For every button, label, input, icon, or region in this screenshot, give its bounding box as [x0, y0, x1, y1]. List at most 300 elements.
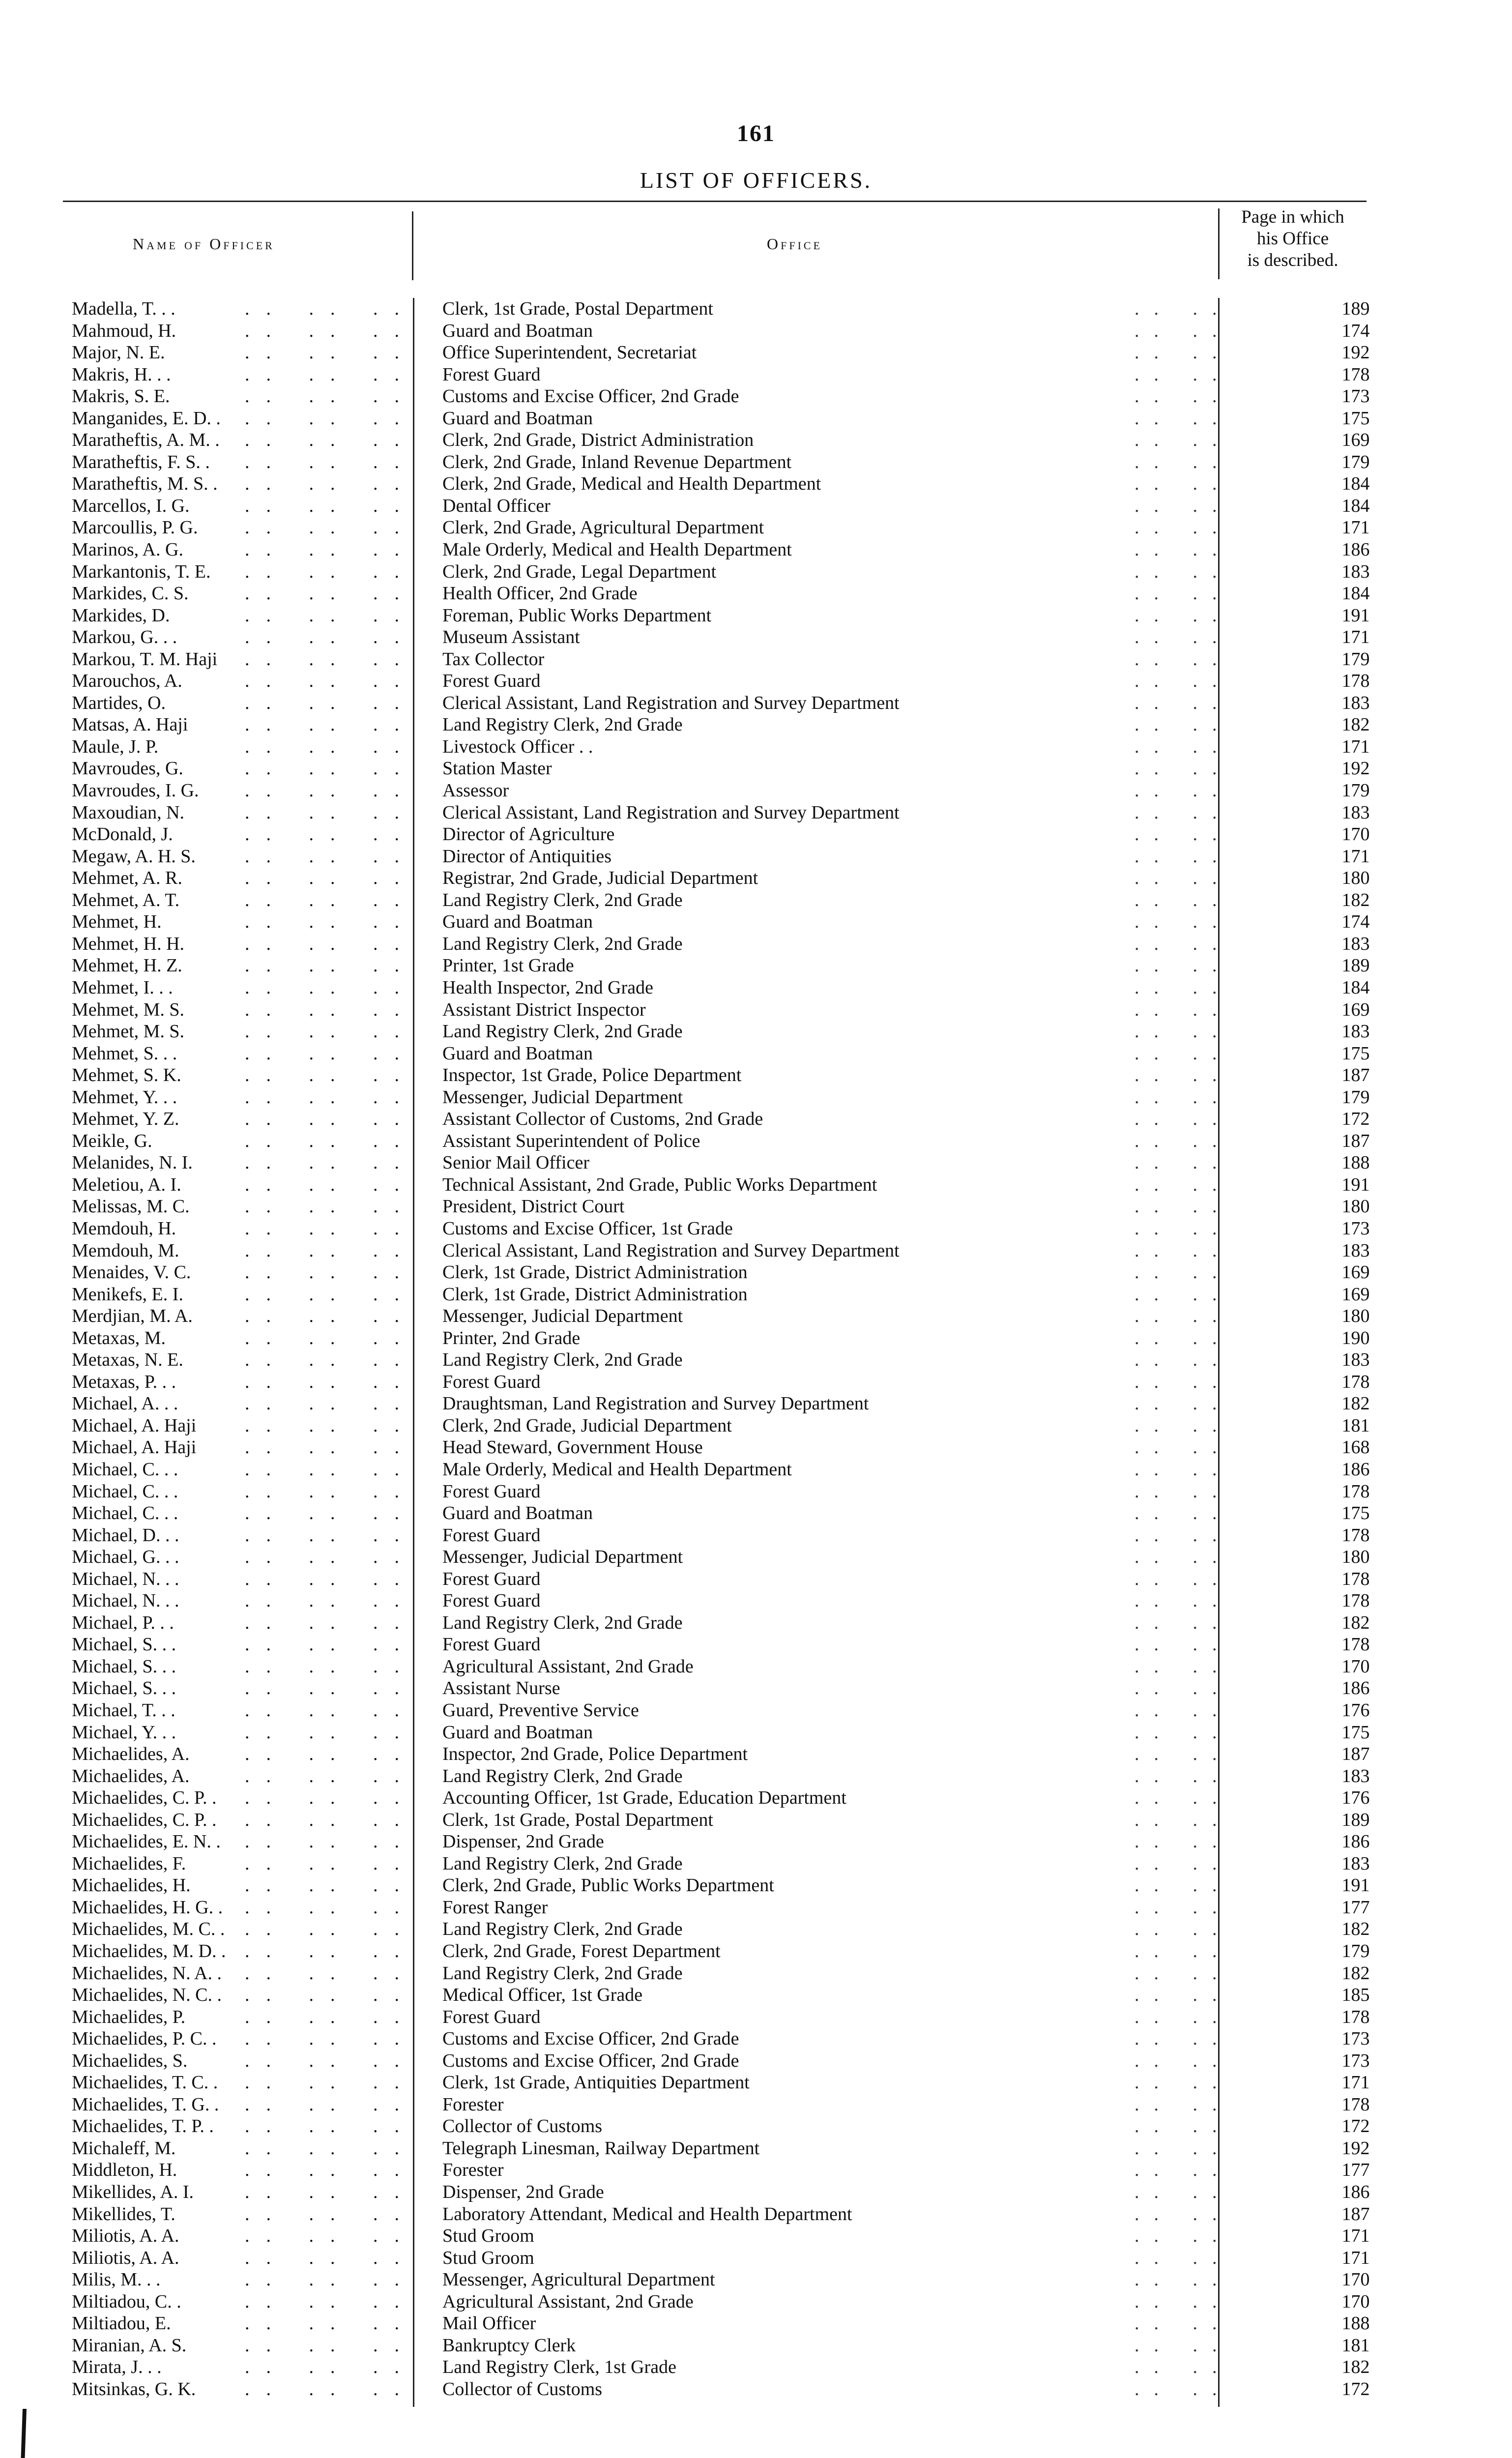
officer-name: Michael, P. . . — [72, 1612, 174, 1633]
table-row — [63, 999, 1370, 1021]
table-row — [63, 1853, 1370, 1875]
officer-name: Metaxas, M. — [72, 1327, 166, 1348]
leader-dots: .. .. — [1134, 1941, 1232, 1962]
page-reference: 184 — [1341, 583, 1370, 604]
officer-name: Mikellides, T. — [72, 2203, 175, 2224]
table-row — [63, 780, 1370, 802]
officer-name: Michael, N. . . — [72, 1590, 179, 1611]
officer-name: Michael, C. . . — [72, 1503, 178, 1524]
leader-dots: .. .. .. — [245, 561, 416, 582]
officer-office: Tax Collector — [442, 648, 545, 670]
officer-office: Messenger, Judicial Department — [442, 1086, 683, 1108]
leader-dots: .. .. .. — [245, 1240, 416, 1261]
page-reference: 182 — [1341, 2357, 1370, 2378]
officer-name: Michael, G. . . — [72, 1547, 179, 1568]
officer-office: Guard and Boatman — [442, 1503, 593, 1524]
officer-office: Forester — [442, 2160, 504, 2181]
page-reference: 187 — [1341, 1065, 1370, 1086]
page-reference: 173 — [1341, 1218, 1370, 1239]
leader-dots: .. .. — [1134, 1327, 1232, 1348]
officer-office: Guard, Preventive Service — [442, 1700, 639, 1721]
officer-name: Middleton, H. — [72, 2160, 177, 2181]
page-reference: 178 — [1341, 1524, 1370, 1546]
leader-dots: .. .. .. — [245, 1415, 416, 1436]
leader-dots: .. .. .. — [245, 846, 416, 867]
officer-office: Clerk, 2nd Grade, Agricultural Department — [442, 517, 764, 538]
officer-name: Mehmet, Y. Z. — [72, 1109, 179, 1130]
table-row — [63, 846, 1370, 868]
leader-dots: .. .. .. — [245, 2291, 416, 2312]
officer-office: Guard and Boatman — [442, 1722, 593, 1743]
officer-office: Guard and Boatman — [442, 911, 593, 933]
officer-name: Meletiou, A. I. — [72, 1174, 181, 1195]
officer-office: Registrar, 2nd Grade, Judicial Department — [442, 868, 758, 889]
leader-dots: .. .. — [1134, 1437, 1232, 1458]
leader-dots: .. .. — [1134, 2006, 1232, 2027]
leader-dots: .. .. .. — [245, 1700, 416, 1721]
table-row — [63, 1064, 1370, 1086]
officer-name: Michael, N. . . — [72, 1568, 179, 1589]
table-row — [63, 1174, 1370, 1196]
leader-dots: .. .. — [1134, 2313, 1232, 2334]
officer-name: Marinos, A. G. — [72, 539, 183, 560]
officer-office: Customs and Excise Officer, 2nd Grade — [442, 2028, 739, 2049]
leader-dots: .. .. .. — [245, 1130, 416, 1151]
officer-name: Mikellides, A. I. — [72, 2182, 194, 2203]
leader-dots: .. .. — [1134, 430, 1232, 451]
leader-dots: .. .. — [1134, 2116, 1232, 2137]
officer-office: Clerk, 2nd Grade, Inland Revenue Department — [442, 451, 792, 472]
officer-name: Mehmet, S. . . — [72, 1043, 177, 1064]
leader-dots: .. .. — [1134, 1765, 1232, 1786]
page-reference: 179 — [1341, 1086, 1370, 1108]
leader-dots: .. .. — [1134, 2269, 1232, 2290]
table-row — [63, 1021, 1370, 1043]
officer-name: McDonald, J. — [72, 824, 173, 845]
page-reference: 179 — [1341, 451, 1370, 472]
officer-office: Land Registry Clerk, 2nd Grade — [442, 1349, 683, 1371]
table-row — [63, 648, 1370, 671]
table-row — [63, 1743, 1370, 1765]
leader-dots: .. .. — [1134, 889, 1232, 910]
table-row — [63, 2028, 1370, 2050]
table-row — [63, 451, 1370, 473]
officer-office: Land Registry Clerk, 2nd Grade — [442, 1853, 683, 1874]
leader-dots: .. .. — [1134, 2378, 1232, 2399]
leader-dots: .. .. — [1134, 1306, 1232, 1327]
page-reference: 172 — [1341, 1109, 1370, 1130]
leader-dots: .. .. — [1134, 1021, 1232, 1042]
officer-office: Land Registry Clerk, 2nd Grade — [442, 1962, 683, 1984]
page-reference: 169 — [1341, 1284, 1370, 1305]
officer-office: Agricultural Assistant, 2nd Grade — [442, 1656, 694, 1677]
officer-office: Printer, 2nd Grade — [442, 1327, 581, 1348]
table-row — [63, 1327, 1370, 1349]
page-reference: 178 — [1341, 671, 1370, 692]
page-reference: 178 — [1341, 1590, 1370, 1611]
table-row — [63, 1962, 1370, 1985]
leader-dots: .. .. .. — [245, 1437, 416, 1458]
leader-dots: .. .. .. — [245, 2072, 416, 2093]
page-reference: 178 — [1341, 2094, 1370, 2115]
page-reference: 183 — [1341, 802, 1370, 823]
leader-dots: .. .. .. — [245, 1787, 416, 1809]
leader-dots: .. .. — [1134, 846, 1232, 867]
officer-office: Customs and Excise Officer, 2nd Grade — [442, 2050, 739, 2071]
officer-office: Clerk, 2nd Grade, District Administration — [442, 430, 754, 451]
leader-dots: .. .. — [1134, 1919, 1232, 1940]
table-row — [63, 1196, 1370, 1218]
leader-dots: .. .. — [1134, 2247, 1232, 2268]
leader-dots: .. .. .. — [245, 1962, 416, 1984]
officer-office: Stud Groom — [442, 2247, 534, 2268]
table-row — [63, 1108, 1370, 1130]
officer-office: Clerk, 2nd Grade, Public Works Department — [442, 1875, 774, 1896]
leader-dots: .. .. .. — [245, 2028, 416, 2049]
officer-office: Clerk, 1st Grade, District Administration — [442, 1262, 748, 1283]
table-row — [63, 2050, 1370, 2072]
page-reference: 188 — [1341, 2313, 1370, 2334]
table-row — [63, 1831, 1370, 1853]
officer-name: Menikefs, E. I. — [72, 1284, 183, 1305]
officer-office: Stud Groom — [442, 2225, 534, 2247]
leader-dots: .. .. — [1134, 1809, 1232, 1830]
officer-office: Clerical Assistant, Land Registration and Survey Department — [442, 692, 900, 713]
officer-name: Michael, A. Haji — [72, 1415, 197, 1436]
leader-dots: .. .. — [1134, 1218, 1232, 1239]
leader-dots: .. .. — [1134, 2050, 1232, 2071]
table-row — [63, 955, 1370, 977]
page-reference: 183 — [1341, 1240, 1370, 1261]
officer-name: Mahmoud, H. — [72, 320, 176, 341]
table-row — [63, 1722, 1370, 1744]
leader-dots: .. .. .. — [245, 2378, 416, 2399]
officer-office: Land Registry Clerk, 2nd Grade — [442, 1612, 683, 1633]
leader-dots: .. .. — [1134, 1393, 1232, 1414]
officer-office: Livestock Officer . . — [442, 736, 593, 757]
page-reference: 178 — [1341, 1634, 1370, 1655]
leader-dots: .. .. .. — [245, 911, 416, 933]
officer-name: Makris, S. E. — [72, 386, 170, 407]
leader-dots: .. .. .. — [245, 2160, 416, 2181]
officer-name: Maratheftis, M. S. . — [72, 473, 218, 495]
table-row — [63, 2335, 1370, 2357]
page-number: 161 — [737, 120, 775, 146]
leader-dots: .. .. — [1134, 583, 1232, 604]
officer-name: Mirata, J. . . — [72, 2357, 162, 2378]
leader-dots: .. .. .. — [245, 2203, 416, 2224]
leader-dots: .. .. .. — [245, 1941, 416, 1962]
page-reference: 182 — [1341, 714, 1370, 735]
officer-name: Michaelides, T. C. . — [72, 2072, 218, 2093]
page-reference: 170 — [1341, 824, 1370, 845]
officer-office: Messenger, Judicial Department — [442, 1306, 683, 1327]
page-reference: 172 — [1341, 2378, 1370, 2399]
leader-dots: .. .. .. — [245, 2225, 416, 2247]
leader-dots: .. .. — [1134, 1656, 1232, 1677]
officer-office: Collector of Customs — [442, 2116, 603, 2137]
officer-office: Assessor — [442, 780, 509, 801]
leader-dots: .. .. — [1134, 1831, 1232, 1852]
page-reference: 180 — [1341, 1196, 1370, 1217]
officer-list — [63, 298, 1370, 2400]
officer-office: Messenger, Judicial Department — [442, 1547, 683, 1568]
table-row — [63, 1546, 1370, 1568]
officer-name: Miranian, A. S. — [72, 2335, 187, 2356]
leader-dots: .. .. — [1134, 1875, 1232, 1896]
header-office: Office — [767, 235, 823, 253]
page-reference: 191 — [1341, 1875, 1370, 1896]
page-reference: 177 — [1341, 2160, 1370, 2181]
officer-office: Forest Ranger — [442, 1897, 548, 1918]
table-row — [63, 2181, 1370, 2203]
leader-dots: .. .. — [1134, 1634, 1232, 1655]
leader-dots: .. .. — [1134, 1787, 1232, 1809]
table-row — [63, 1130, 1370, 1152]
leader-dots: .. .. — [1134, 692, 1232, 713]
leader-dots: .. .. .. — [245, 999, 416, 1020]
officer-name: Merdjian, M. A. — [72, 1306, 193, 1327]
page-reference: 186 — [1341, 1831, 1370, 1852]
table-row — [63, 561, 1370, 583]
table-row — [63, 911, 1370, 933]
page-reference: 179 — [1341, 1941, 1370, 1962]
page-reference: 192 — [1341, 342, 1370, 363]
officer-name: Michaelides, H. G. . — [72, 1897, 223, 1918]
table-row — [63, 2115, 1370, 2137]
leader-dots: .. .. .. — [245, 1590, 416, 1611]
leader-dots: .. .. — [1134, 1612, 1232, 1633]
officer-name: Menaides, V. C. — [72, 1262, 191, 1283]
leader-dots: .. .. .. — [245, 2313, 416, 2334]
officer-name: Memdouh, M. — [72, 1240, 179, 1261]
leader-dots: .. .. — [1134, 320, 1232, 341]
leader-dots: .. .. .. — [245, 1021, 416, 1042]
officer-office: Printer, 1st Grade — [442, 955, 574, 976]
officer-name: Michael, S. . . — [72, 1678, 176, 1699]
leader-dots: .. .. .. — [245, 1481, 416, 1502]
leader-dots: .. .. — [1134, 824, 1232, 845]
table-row — [63, 1940, 1370, 1962]
page-reference: 192 — [1341, 758, 1370, 779]
officer-office: Forest Guard — [442, 364, 541, 385]
leader-dots: .. .. — [1134, 342, 1232, 363]
officer-office: Clerk, 2nd Grade, Legal Department — [442, 561, 717, 582]
officer-office: President, District Court — [442, 1196, 625, 1217]
table-row — [63, 1415, 1370, 1437]
officer-office: Assistant Collector of Customs, 2nd Grade — [442, 1109, 763, 1130]
table-row — [63, 605, 1370, 627]
leader-dots: .. .. .. — [245, 517, 416, 538]
officer-office: Head Steward, Government House — [442, 1437, 703, 1458]
officer-office: Forest Guard — [442, 1634, 541, 1655]
officer-office: Clerk, 1st Grade, Postal Department — [442, 1809, 713, 1830]
table-row — [63, 583, 1370, 605]
leader-dots: .. .. — [1134, 1547, 1232, 1568]
page-reference: 178 — [1341, 1568, 1370, 1589]
officer-name: Michaelides, E. N. . — [72, 1831, 221, 1852]
leader-dots: .. .. .. — [245, 1744, 416, 1765]
table-row — [63, 539, 1370, 561]
table-row — [63, 1305, 1370, 1327]
page-reference: 175 — [1341, 1503, 1370, 1524]
table-row — [63, 2312, 1370, 2335]
leader-dots: .. .. .. — [245, 364, 416, 385]
table-row — [63, 692, 1370, 714]
page-reference: 182 — [1341, 1612, 1370, 1633]
page-reference: 182 — [1341, 1919, 1370, 1940]
officer-name: Mavroudes, I. G. — [72, 780, 199, 801]
officer-name: Melissas, M. C. — [72, 1196, 190, 1217]
officer-office: Telegraph Linesman, Railway Department — [442, 2137, 760, 2159]
officer-office: Museum Assistant — [442, 627, 580, 648]
table-row — [63, 1634, 1370, 1656]
table-row — [63, 1984, 1370, 2006]
officer-name: Marcoullis, P. G. — [72, 517, 198, 538]
page-reference: 183 — [1341, 1853, 1370, 1874]
officer-name: Michaelides, F. — [72, 1853, 186, 1874]
officer-name: Metaxas, P. . . — [72, 1371, 176, 1392]
officer-office: Male Orderly, Medical and Health Department — [442, 1459, 792, 1480]
leader-dots: .. .. .. — [245, 2137, 416, 2159]
leader-dots: .. .. — [1134, 1568, 1232, 1589]
leader-dots: .. .. .. — [245, 1612, 416, 1633]
table-row — [63, 1240, 1370, 1262]
officer-name: Maule, J. P. — [72, 736, 159, 757]
officer-name: Michael, C. . . — [72, 1459, 178, 1480]
officer-name: Michaelides, P. C. . — [72, 2028, 217, 2049]
officer-office: Medical Officer, 1st Grade — [442, 1985, 643, 2006]
leader-dots: .. .. — [1134, 561, 1232, 582]
page-reference: 186 — [1341, 1459, 1370, 1480]
officer-name: Miltiadou, E. — [72, 2313, 171, 2334]
leader-dots: .. .. — [1134, 1744, 1232, 1765]
table-row — [63, 2094, 1370, 2116]
leader-dots: .. .. — [1134, 2203, 1232, 2224]
table-row — [63, 495, 1370, 517]
page-reference: 184 — [1341, 977, 1370, 998]
page-reference: 175 — [1341, 408, 1370, 429]
leader-dots: .. .. .. — [245, 605, 416, 626]
leader-dots: .. .. — [1134, 714, 1232, 735]
leader-dots: .. .. .. — [245, 2182, 416, 2203]
leader-dots: .. .. .. — [245, 1765, 416, 1786]
leader-dots: .. .. .. — [245, 298, 416, 319]
leader-dots: .. .. — [1134, 1043, 1232, 1064]
table-row — [63, 1502, 1370, 1524]
leader-dots: .. .. .. — [245, 342, 416, 363]
officer-office: Inspector, 1st Grade, Police Department — [442, 1065, 742, 1086]
leader-dots: .. .. .. — [245, 2357, 416, 2378]
leader-dots: .. .. — [1134, 1109, 1232, 1130]
table-row — [63, 1612, 1370, 1634]
table-row — [63, 736, 1370, 758]
table-row — [63, 1765, 1370, 1787]
leader-dots: .. .. — [1134, 1065, 1232, 1086]
leader-dots: .. .. .. — [245, 320, 416, 341]
leader-dots: .. .. — [1134, 1459, 1232, 1480]
page-reference: 173 — [1341, 2028, 1370, 2049]
table-row — [63, 385, 1370, 408]
leader-dots: .. .. .. — [245, 1503, 416, 1524]
page-reference: 182 — [1341, 1962, 1370, 1984]
leader-dots: .. .. .. — [245, 1831, 416, 1852]
officer-name: Mehmet, I. . . — [72, 977, 173, 998]
table-row — [63, 1809, 1370, 1831]
leader-dots: .. .. — [1134, 1086, 1232, 1108]
officer-office: Guard and Boatman — [442, 320, 593, 341]
leader-dots: .. .. — [1134, 364, 1232, 385]
table-row — [63, 2269, 1370, 2291]
leader-dots: .. .. — [1134, 1722, 1232, 1743]
leader-dots: .. .. .. — [245, 671, 416, 692]
table-row — [63, 1524, 1370, 1547]
officer-office: Messenger, Agricultural Department — [442, 2269, 715, 2290]
leader-dots: .. .. — [1134, 408, 1232, 429]
leader-dots: .. .. .. — [245, 1524, 416, 1546]
table-row — [63, 1086, 1370, 1109]
header-page-line-3: is described. — [1247, 250, 1338, 270]
table-row — [63, 364, 1370, 386]
page-reference: 180 — [1341, 868, 1370, 889]
page-reference: 192 — [1341, 2137, 1370, 2159]
leader-dots: .. .. .. — [245, 692, 416, 713]
leader-dots: .. .. .. — [245, 1349, 416, 1371]
leader-dots: .. .. .. — [245, 1634, 416, 1655]
header-page-described — [1219, 206, 1367, 271]
officer-office: Technical Assistant, 2nd Grade, Public Works Department — [442, 1174, 877, 1195]
leader-dots: .. .. — [1134, 1349, 1232, 1371]
table-row — [63, 1349, 1370, 1371]
page-reference: 188 — [1341, 1152, 1370, 1173]
officer-name: Mehmet, H. — [72, 911, 162, 933]
officer-office: Forest Guard — [442, 671, 541, 692]
leader-dots: .. .. — [1134, 1196, 1232, 1217]
officer-office: Senior Mail Officer — [442, 1152, 589, 1173]
officer-name: Mehmet, S. K. — [72, 1065, 181, 1086]
officer-office: Land Registry Clerk, 2nd Grade — [442, 714, 683, 735]
officer-name: Michael, D. . . — [72, 1524, 179, 1546]
page-reference: 171 — [1341, 2072, 1370, 2093]
table-row — [63, 977, 1370, 999]
leader-dots: .. .. — [1134, 671, 1232, 692]
table-row — [63, 1218, 1370, 1240]
officer-office: Land Registry Clerk, 2nd Grade — [442, 1765, 683, 1786]
leader-dots: .. .. .. — [245, 408, 416, 429]
leader-dots: .. .. .. — [245, 714, 416, 735]
officer-name: Martides, O. — [72, 692, 166, 713]
officer-office: Office Superintendent, Secretariat — [442, 342, 697, 363]
officer-name: Markides, D. — [72, 605, 170, 626]
table-row — [63, 517, 1370, 539]
officer-name: Mehmet, Y. . . — [72, 1086, 177, 1108]
page-reference: 178 — [1341, 1371, 1370, 1392]
page-reference: 191 — [1341, 605, 1370, 626]
leader-dots: .. .. — [1134, 1590, 1232, 1611]
officer-name: Markou, G. . . — [72, 627, 177, 648]
leader-dots: .. .. .. — [245, 977, 416, 998]
officer-name: Memdouh, H. — [72, 1218, 176, 1239]
leader-dots: .. .. — [1134, 517, 1232, 538]
officer-name: Michaelides, T. P. . — [72, 2116, 214, 2137]
leader-dots: .. .. — [1134, 802, 1232, 823]
officer-name: Michaelides, A. — [72, 1765, 190, 1786]
leader-dots: .. .. .. — [245, 1722, 416, 1743]
table-row — [63, 1436, 1370, 1459]
officer-office: Forest Guard — [442, 1590, 541, 1611]
officer-office: Bankruptcy Clerk — [442, 2335, 576, 2356]
leader-dots: .. .. — [1134, 451, 1232, 472]
